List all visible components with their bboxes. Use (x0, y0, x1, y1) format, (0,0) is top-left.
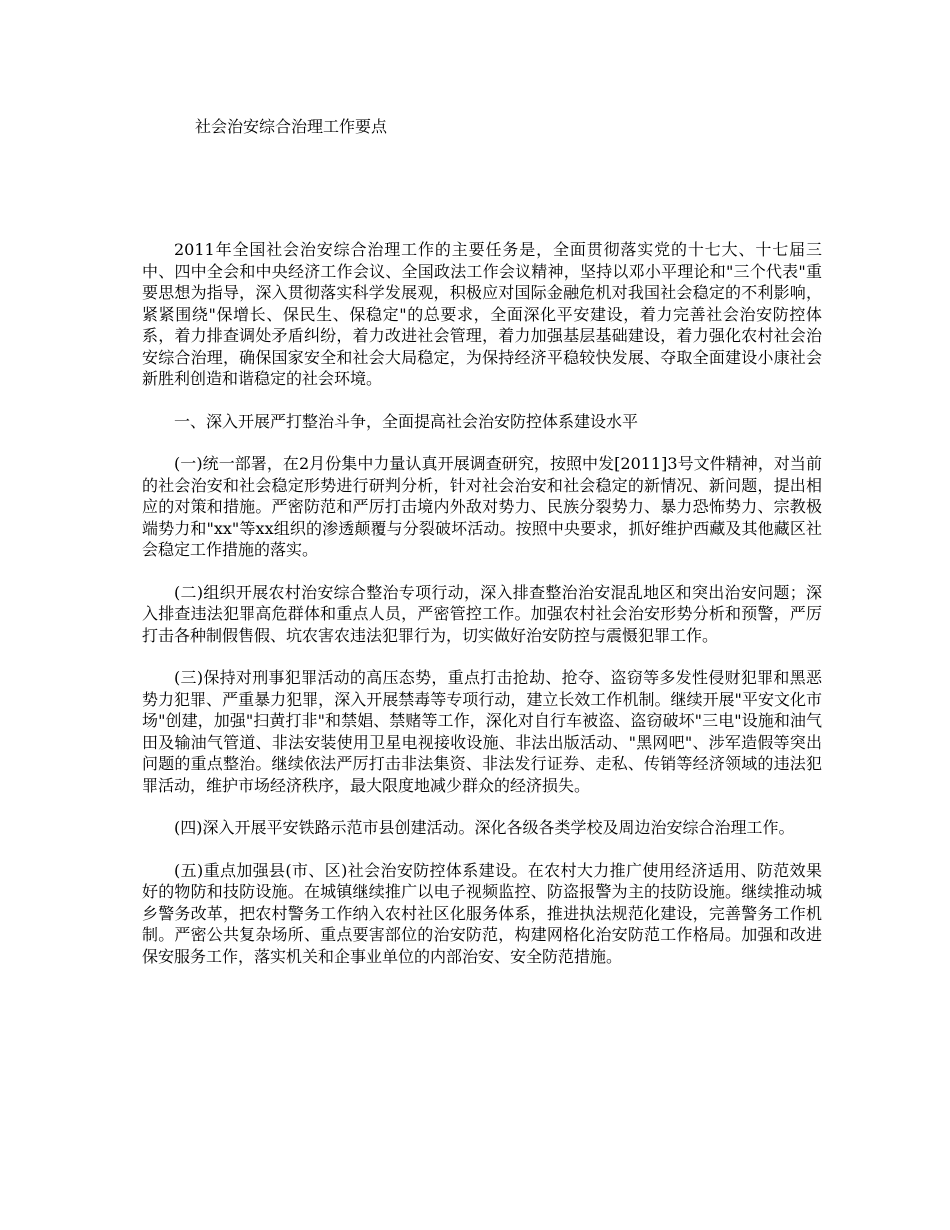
item-paragraph-5: (五)重点加强县(市、区)社会治安防控体系建设。在农村大力推广使用经济适用、防范效果好的物防和技防设施。在城镇继续推广以电子视频监控、防盗报警为主的技防设施。继续推动城乡警务改革，把农村警务工作纳入农村社区化服务体系，推进执法规范化建设，完善警务工作机制。严密公共复杂场所、重点要害部位的治安防范，构建网格化治安防范工作格局。加强和改进保安服务工作，落实机关和企事业单位的内部治安、安全防范措施。 (142, 860, 822, 966)
document-title: 社会治安综合治理工作要点 (195, 117, 388, 136)
section-heading-1: 一、深入开展严打整治斗争，全面提高社会治安防控体系建设水平 (174, 411, 639, 431)
item-paragraph-1: (一)统一部署，在2月份集中力量认真开展调查研究，按照中发[2011]3号文件精神，对当前的社会治安和社会稳定形势进行研判分析，针对社会治安和社会稳定的新情况、新问题，提出相应的对策和措施。严密防范和严厉打击境内外敌对势力、民族分裂势力、暴力恐怖势力、宗教极端势力和"xx"等xx组织的渗透颠覆与分裂破坏活动。按照中央要求，抓好维护西藏及其他藏区社会稳定工作措施的落实。 (142, 454, 822, 559)
item-paragraph-2: (二)组织开展农村治安综合整治专项行动，深入排查整治治安混乱地区和突出治安问题；深入排查违法犯罪高危群体和重点人员，严密管控工作。加强农村社会治安形势分析和预警，严厉打击各种制假售假、坑农害农违法犯罪行为，切实做好治安防控与震慑犯罪工作。 (142, 582, 822, 645)
document-body (142, 239, 822, 988)
item-paragraph-3: (三)保持对刑事犯罪活动的高压态势，重点打击抢劫、抢夺、盗窃等多发性侵财犯罪和黑恶势力犯罪、严重暴力犯罪，深入开展禁毒等专项行动，建立长效工作机制。继续开展"平安文化市场"创建，加强"扫黄打非"和禁娼、禁赌等工作，深化对自行车被盗、盗窃破坏"三电"设施和油气田及输油气管道、非法安装使用卫星电视接收设施、非法出版活动、"黑网吧"、涉军造假等突出问题的重点整治。继续依法严厉打击非法集资、非法发行证券、走私、传销等经济领域的违法犯罪活动，维护市场经济秩序，最大限度地减少群众的经济损失。 (142, 668, 822, 795)
intro-paragraph: 2011年全国社会治安综合治理工作的主要任务是，全面贯彻落实党的十七大、十七届三中、四中全会和中央经济工作会议、全国政法工作会议精神，坚持以邓小平理论和"三个代表"重要思想为指导，深入贯彻落实科学发展观，积极应对国际金融危机对我国社会稳定的不利影响，紧紧围绕"保增长、保民生、保稳定"的总要求，全面深化平安建设，着力完善社会治安防控体系，着力排查调处矛盾纠纷，着力改进社会管理，着力加强基层基础建设，着力强化农村社会治安综合治理，确保国家安全和社会大局稳定，为保持经济平稳较快发展、夺取全面建设小康社会新胜利创造和谐稳定的社会环境。 (142, 240, 822, 388)
item-paragraph-4: (四)深入开展平安铁路示范市县创建活动。深化各级各类学校及周边治安综合治理工作。 (174, 818, 795, 837)
